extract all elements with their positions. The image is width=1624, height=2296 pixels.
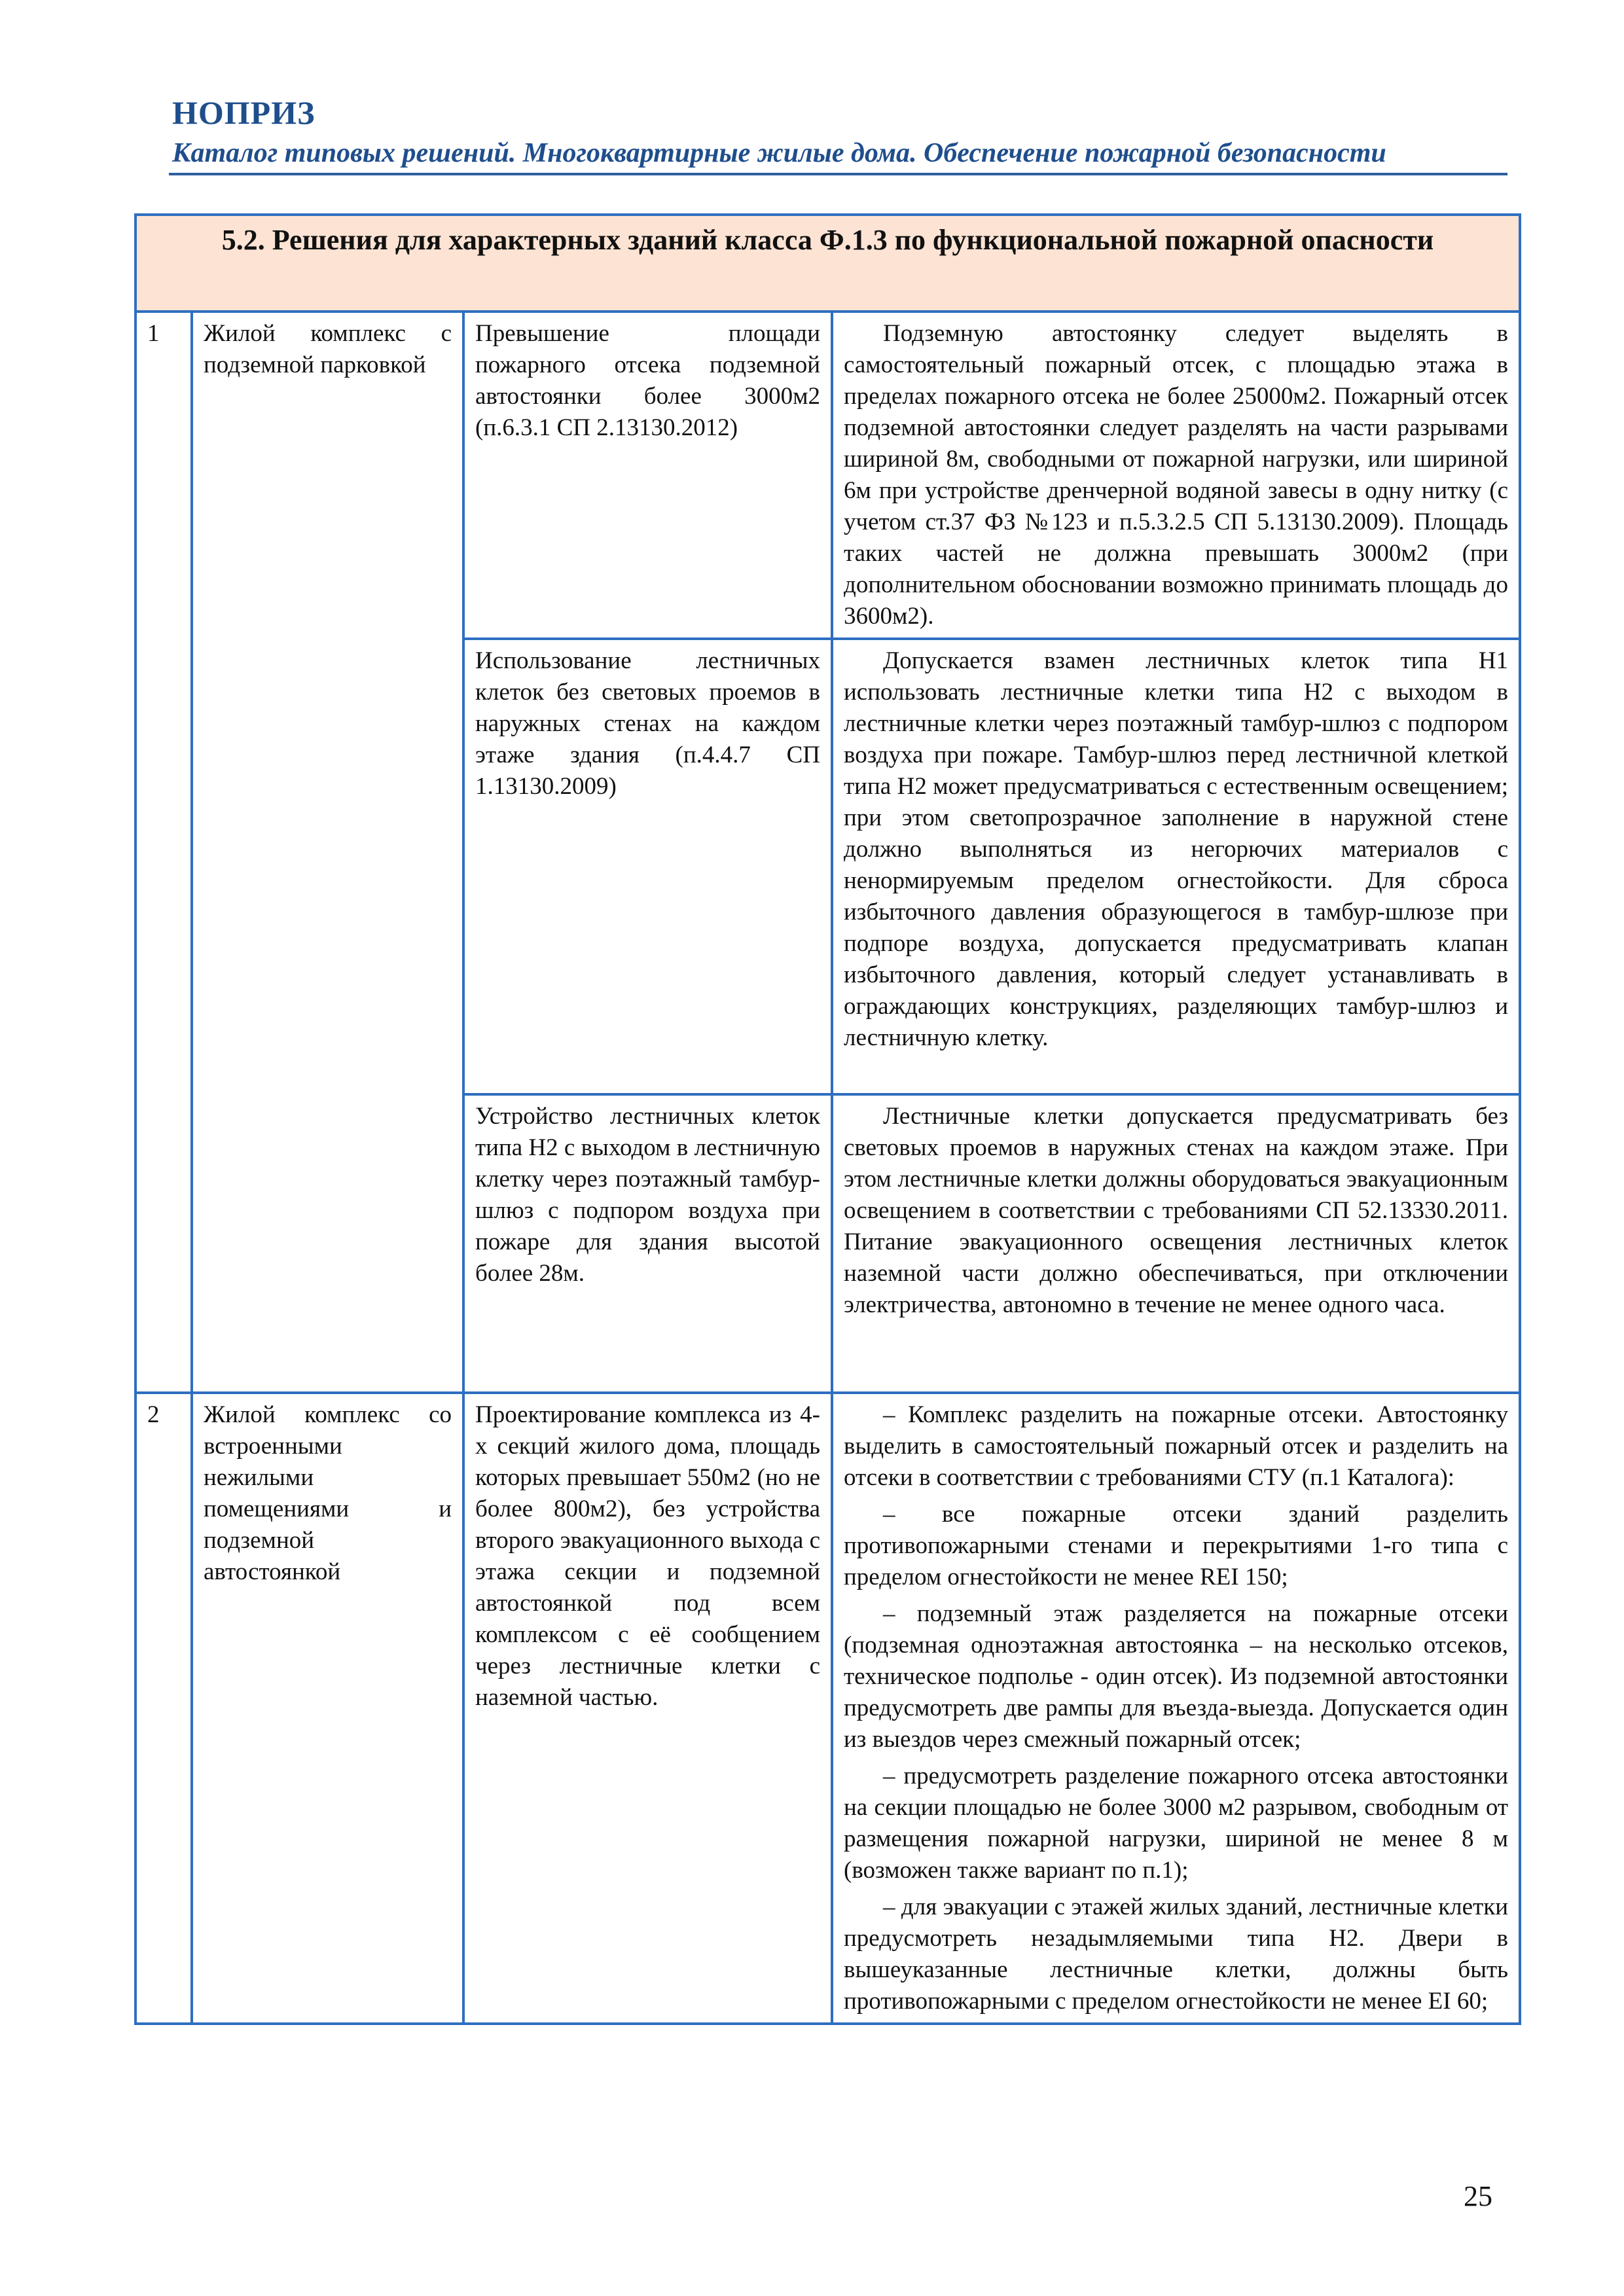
problem-cell: Устройство лестничных клеток типа Н2 с выходом в лестничную клетку через поэтажный тамбур-шлюз с подпором воздуха при пожаре для здания высотой более 28м.: [463, 1094, 832, 1393]
page-number: 25: [1464, 2180, 1492, 2212]
page-header: [172, 93, 1507, 170]
catalog-subtitle: Каталог типовых решений. Многоквартирные жилые дома. Обеспечение пожарной безопасности: [172, 138, 1386, 168]
table-row: [135, 312, 1520, 639]
solution-cell: [832, 1393, 1520, 2024]
list-item: – все пожарные отсеки зданий разделить противопожарными стенами и перекрытиями 1-го типа с пределом огнестойкости не менее REI 150;: [844, 1501, 1509, 1590]
list-item: – подземный этаж разделяется на пожарные отсеки (подземная одноэтажная автостоянка – на несколько отсеков, техническое подполье - один отсек). Из подземной автостоянки предусмотреть две рампы для въезда-выезда. Допускается один из выездов через смежный пожарный отсек;: [844, 1600, 1509, 1753]
solutions-table: [134, 213, 1521, 2025]
object-cell: Жилой комплекс со встроенными нежилыми помещениями и подземной автостоянкой: [192, 1393, 463, 2024]
solution-cell: Лестничные клетки допускается предусматривать без световых проемов в наружных стенах на каждом этаже. При этом лестничные клетки должны оборудоваться эвакуационным освещением в соответствии с требованиями СП 52.13330.2011. Питание эвакуационного освещения лестничных клеток наземной части должно обеспечиваться, при отключении электричества, автономно в течение не менее одного часа.: [832, 1094, 1520, 1393]
solution-cell: Подземную автостоянку следует выделять в самостоятельный пожарный отсек, с площадью этажа в пределах пожарного отсека не более 25000м2. Пожарный отсек подземной автостоянки следует разделять на части разрывами шириной 8м, свободными от пожарной нагрузки, или шириной 6м при устройстве дренчерной водяной завесы в одну нитку (с учетом ст.37 ФЗ №123 и п.5.3.2.5 СП 5.13130.2009). Площадь таких частей не должна превышать 3000м2 (при дополнительном обосновании возможно принимать площадь до 3600м2).: [832, 312, 1520, 639]
list-item: – для эвакуации с этажей жилых зданий, лестничные клетки предусмотреть незадымляемыми типа Н2. Двери в вышеуказанные лестничные клетки, должны быть противопожарными с пределом огнестойкости не менее EI 60;: [844, 1893, 1509, 2015]
problem-cell: Использование лестничных клеток без световых проемов в наружных стенах на каждом этаже здания (п.4.4.7 СП 1.13130.2009): [463, 639, 832, 1094]
header-divider: [169, 173, 1507, 175]
section-header-row: [135, 215, 1520, 312]
organization-name: НОПРИЗ: [172, 94, 316, 131]
row-number: 2: [135, 1393, 192, 2024]
list-item: – предусмотреть разделение пожарного отсека автостоянки на секции площадью не более 3000 м2 разрывом, свободным от размещения пожарной нагрузки, шириной не менее 8 м (возможен также вариант по п.1);: [844, 1763, 1509, 1884]
list-item: – Комплекс разделить на пожарные отсеки. Автостоянку выделить в самостоятельный пожарный отсек и разделить на отсеки в соответствии с требованиями СТУ (п.1 Каталога):: [844, 1401, 1509, 1491]
solution-cell: Допускается взамен лестничных клеток типа Н1 использовать лестничные клетки типа Н2 с выходом в лестничные клетки через поэтажный тамбур-шлюз с подпором воздуха при пожаре. Тамбур-шлюз перед лестничной клеткой типа Н2 может предусматриваться с естественным освещением; при этом светопрозрачное заполнение в наружной стене должно выполняться из негорючих материалов с ненормируемым пределом огнестойкости. Для сброса избыточного давления образующегося в тамбур-шлюзе при подпоре воздуха, допускается предусматривать клапан избыточного давления, который следует устанавливать в ограждающих конструкциях, разделяющих тамбур-шлюз и лестничную клетку.: [832, 639, 1520, 1094]
row-number: 1: [135, 312, 192, 1393]
problem-cell: Проектирование комплекса из 4-х секций жилого дома, площадь которых превышает 550м2 (но не более 800м2), без устройства второго эвакуационного выхода с этажа секции и подземной автостоянкой под всем комплексом с её сообщением через лестничные клетки с наземной частью.: [463, 1393, 832, 2024]
table-row: [135, 1393, 1520, 2024]
problem-cell: Превышение площади пожарного отсека подземной автостоянки более 3000м2 (п.6.3.1 СП 2.13130.2012): [463, 312, 832, 639]
object-cell: Жилой комплекс с подземной парковкой: [192, 312, 463, 1393]
section-title: 5.2. Решения для характерных зданий класса Ф.1.3 по функциональной пожарной опасности: [135, 215, 1520, 312]
